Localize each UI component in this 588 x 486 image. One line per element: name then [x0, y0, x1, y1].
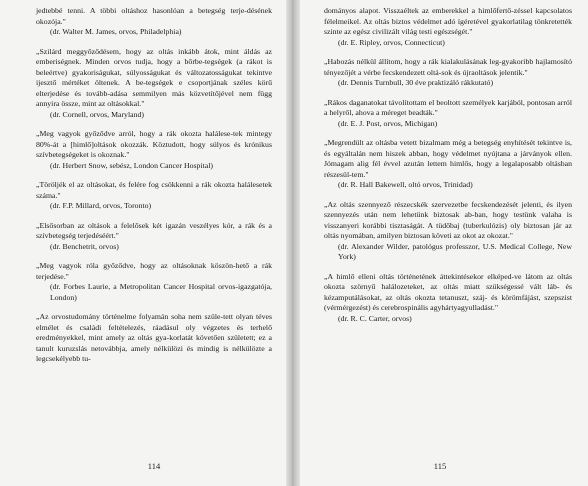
quote-text: dományos alapot. Visszaéltek az emberekkel a himlőfertő-zéssel kapcsolatos félelmeikel. Az oltás biztos védelmet adó ígéretével gyakorlatilag tönkretették szinte az egész civilizált világ testi egészségét." [324, 6, 572, 36]
book-gutter [286, 0, 300, 486]
quote-text: „Töröljék el az oltásokat, és felére fog csökkenni a rák okozta halálesetek száma." [36, 180, 272, 200]
quote-source: (dr. F.P. Millard, orvos, Toronto) [50, 201, 152, 210]
quote-block [36, 129, 272, 171]
right-page [300, 0, 588, 486]
quote-text: „Szilárd meggyőződésem, hogy az oltás inkább átok, mint áldás az emberiségnek. Minden orvos tudja, hogy a bőrbe-tegségek (a rákot is beleértve) gyakoriságukat, súlyosságukat és változatosságukat tekintve ijesztő mértéket öltenek. A be-tegségek e csoportjának széles körű elterjedése és tovább-adása semmilyen más közvetítőjével nem függ annyira össze, mint az oltásokkal." [36, 46, 272, 108]
quote-text: „Megrendült az oltásba vetett bizalmam még a betegség enyhítését tekintve is, és egyáltalán nem hiszek abban, hogy védelmet nyújtana a járványok ellen. Jómagam alig fél évvel azután lettem himlős, hogy a legalaposabb oltásban részesül-tem." [324, 138, 572, 179]
quote-text: „Az oltás szennyező részecskék szervezetbe fecskendezését jelenti, és ilyen szennyezés után nem lehetünk biztosak ab-ban, hogy testünk valaha is visszanyeri korábbi tisztaságát. A tüdőbaj (tuberkulózis) oly biztosan jár az oltás nyomában, amilyen biztosan követi az okot az okozat." [324, 199, 572, 240]
quote-text: „Az orvostudomány történelme folyamán soha nem szüle-tett olyan téves elmélet és családi feltételezés, ráadásul oly végzetes és terhelő eredményekkel, mint amely az oltás gya-korlatát követően született; ez a tanult kuruzslás netovábbja, amely nélkülözi és mindig is nélkülözte a legcsekélyebb tu- [36, 312, 272, 363]
left-page-number: 114 [147, 461, 161, 471]
quote-block [324, 98, 572, 130]
quote-text: „Meg vagyok róla győződve, hogy az oltásoknak köszön-hető a rák terjedése." [36, 261, 272, 281]
quote-text: jedtebbé tenni. A többi oltáshoz hasonlóan a betegség terje-désének okozója." [36, 6, 272, 26]
right-page-number: 115 [433, 461, 447, 471]
quote-block [36, 312, 272, 365]
quote-source: (dr. Walter M. James, orvos, Philadelphia) [50, 27, 182, 36]
left-page [0, 0, 286, 486]
quote-source: (dr. Cornell, orvos, Maryland) [50, 109, 144, 119]
quote-source: (dr. Benchetrit, orvos) [50, 241, 119, 251]
quote-source: (dr. Alexander Wilder, patológus professzor, U.S. Medical College, New York) [338, 241, 572, 261]
left-page-text [36, 6, 272, 365]
quote-text: „Rákos daganatokat távolítottam el beoltott személyek karjából, pontosan arról a helyről, ahova a méreget beadták." [324, 97, 572, 117]
quote-block [324, 200, 572, 263]
quote-block [36, 261, 272, 303]
quote-source: (dr. E. J. Post, orvos, Michigan) [338, 118, 438, 128]
quote-block [324, 6, 572, 48]
quote-block [324, 272, 572, 325]
quote-block [36, 221, 272, 253]
quote-block [36, 180, 272, 212]
quote-block [36, 6, 272, 38]
quote-text: „Habozás nélkül állítom, hogy a rák kialakulásának leg-gyakoribb hajlamosító tényezőjét a vérbe fecskendezett oltá-sok és újraoltások jelentik." [324, 57, 572, 77]
quote-block [324, 138, 572, 191]
quote-source: (dr. Herbert Snow, sebész, London Cancer Hospital) [50, 160, 213, 170]
quote-source: (dr. Dennis Turnbull, 30 éve praktizáló rákkutató) [338, 78, 494, 87]
quote-text: „Elsősorban az oltások a felelősek két igazán veszélyes kór, a rák és a szívbetegség terjedéséért." [36, 220, 272, 240]
quote-source: (dr. R. C. Carter, orvos) [338, 313, 412, 323]
quote-text: „Meg vagyok győződve arról, hogy a rák okozta halálese-tek mintegy 80%-át a [himlő]oltások okozzák. Köztudott, hogy súlyos és krónikus szívbetegségeket is okoznak." [36, 129, 272, 159]
quote-source: (dr. R. Hall Bakewell, oltó orvos, Trinidad) [338, 180, 473, 189]
quote-block [36, 47, 272, 121]
quote-source: (dr. E. Ripley, orvos, Connecticut) [338, 37, 445, 47]
quote-source: (dr. Forbes Laurie, a Metropolitan Cancer Hospital orvos-igazgatója, London) [50, 282, 272, 302]
quote-text: „A himlő elleni oltás történetének áttekintésekor elképed-ve látom az oltás okozta szörnyű halálozeteket, az oltás miatt szükségessé vált láb- és kézamputálásokat, az oltás okozta tetanuszt, száj- és körömfájást, szepszist (vérmérgezést) és cerebrospinális agyhártyagyulladást." [324, 271, 572, 312]
right-page-text [324, 6, 572, 324]
quote-block [324, 57, 572, 89]
